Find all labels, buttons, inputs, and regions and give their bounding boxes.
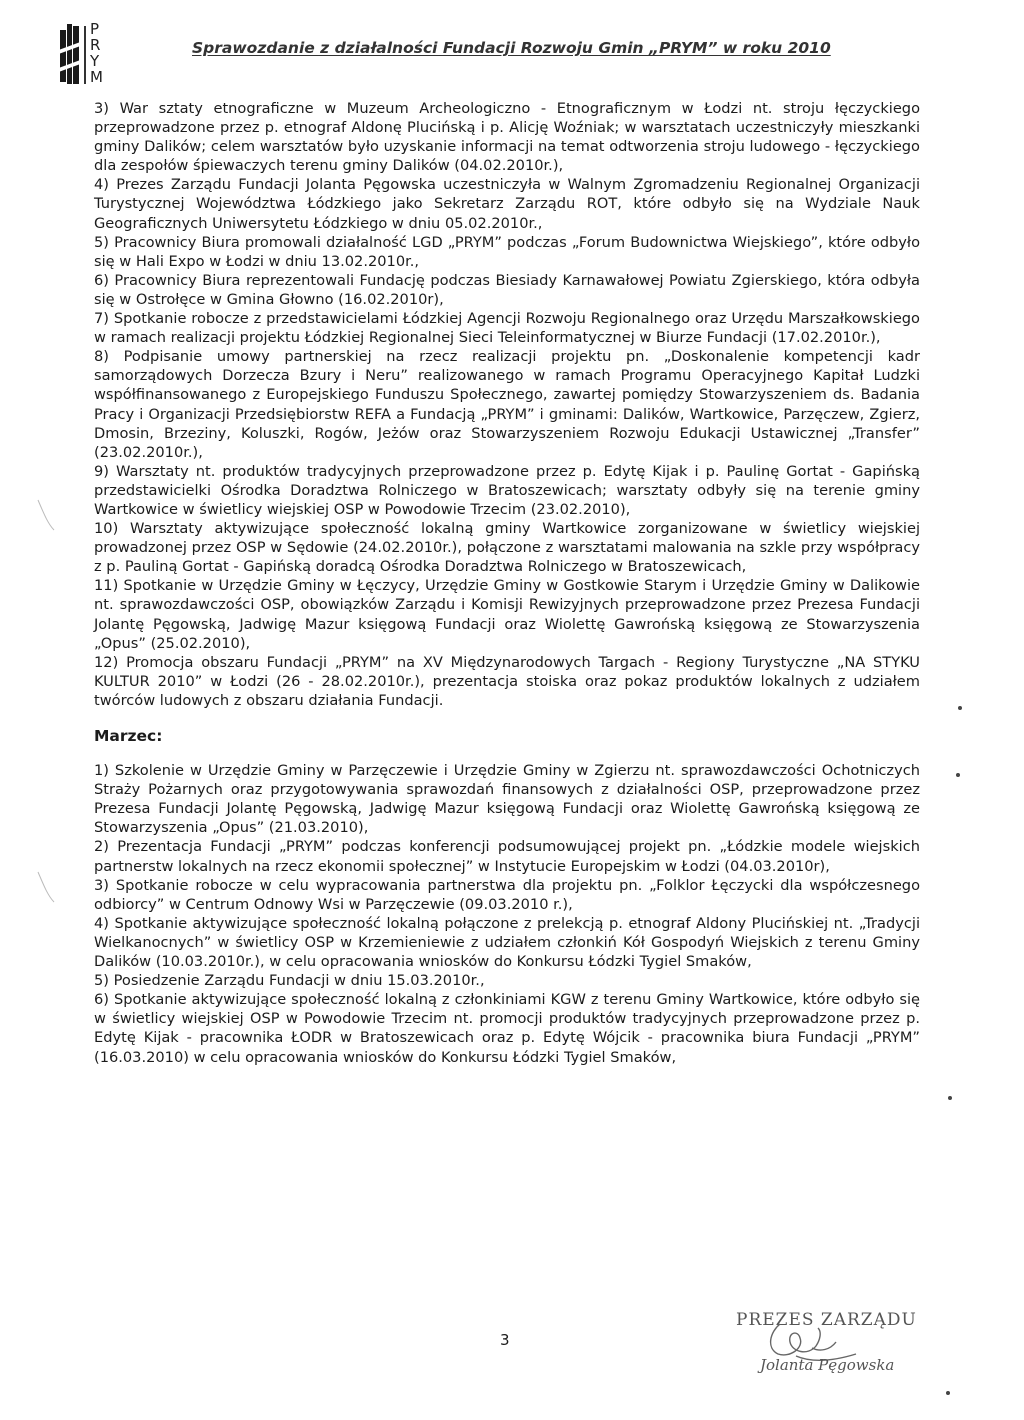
- signature-title: PREZES ZARZĄDU: [736, 1310, 917, 1330]
- logo-letter-m: M: [90, 68, 103, 86]
- prym-logo: [60, 20, 120, 90]
- list-item: 11) Spotkanie w Urzędzie Gminy w Łęczycy, Urzędzie Gminy w Gostkowie Starym i Urzędzie Gminy w Dalikowie nt. sprawozdawczości OSP, obowiązków Zarządu i Komisji Rewizyjnych przeprowadzone przez Prezesa Fundacji Jolantę Pęgowską, Jadwigę Mazur księgową Fundacji oraz Wiolettę Gawrońską księgową ze Stowarzyszenia „Opus” (25.02.2010),: [94, 577, 920, 652]
- list-item: 3) War sztaty etnograficzne w Muzeum Archeologiczno - Etnograficznym w Łodzi nt. stroju łęczyckiego przeprowadzone przez p. etnograf Aldonę Plucińską i p. Alicję Woźniak; w warsztatach uczestniczyły mieszkanki gminy Dalików; celem warsztatów było uzyskanie informacji na temat odtworzenia stroju ludowego - łęczyckiego dla zespołów śpiewaczych terenu gminy Dalików (04.02.2010r.),: [94, 100, 920, 175]
- page-header: Sprawozdanie z działalności Fundacji Rozwoju Gmin „PRYM” w roku 2010: [192, 39, 831, 57]
- list-item: 8) Podpisanie umowy partnerskiej na rzecz realizacji projektu pn. „Doskonalenie kompetencji kadr samorządowych Dorzecza Bzury i Neru” realizowanego w ramach Programu Operacyjnego Kapitał Ludzki współfinansowanego z Europejskiego Funduszu Społecznego, zawartej pomiędzy Stowarzyszeniem ds. Badania Pracy i Organizacji Przedsiębiorstw REFA a Fundacją „PRYM” i gminami: Dalików, Wartkowice, Parzęczew, Zgierz, Dmosin, Brzeziny, Koluszki, Rogów, Jeżów oraz Stowarzyszeniem Rozwoju Edukacji Ustawicznej „Transfer” (23.02.2010r.),: [94, 348, 920, 461]
- month-heading-march: Marzec:: [94, 727, 163, 745]
- list-item: 4) Spotkanie aktywizujące społeczność lokalną połączone z prelekcją p. etnograf Aldony Plucińskiej nt. „Tradycji Wielkanocnych” w świetlicy OSP w Krzemieniewie z udziałem członkiń Kół Gospodyń Wiejskich z terenu Gminy Dalików (10.03.2010r.), w celu opracowania wniosków do Konkursu Łódzki Tygiel Smaków,: [94, 914, 920, 971]
- list-item: 7) Spotkanie robocze z przedstawicielami Łódzkiej Agencji Rozwoju Regionalnego oraz Urzędu Marszałkowskiego w ramach realizacji projektu Łódzkiej Regionalnej Sieci Teleinformatycznej w Biurze Fundacji (17.02.2010r.),: [94, 310, 920, 347]
- list-item: 9) Warsztaty nt. produktów tradycyjnych przeprowadzone przez p. Edytę Kijak i p. Paulinę Gortat - Gapińską przedstawicielki Ośrodka Doradztwa Rolniczego w Bratoszewicach; warsztaty odbyły się na terenie gminy Wartkowice w świetlicy wiejskiej OSP w Powodowie Trzecim (23.02.2010),: [94, 462, 920, 518]
- list-item: 5) Posiedzenie Zarządu Fundacji w dniu 15.03.2010r.,: [94, 972, 485, 990]
- report-body: [94, 99, 920, 1067]
- signature-stamp: [730, 1310, 930, 1390]
- list-item: 6) Spotkanie aktywizujące społeczność lokalną z członkiniami KGW z terenu Gminy Wartkowice, które odbyło się w świetlicy wiejskiej OSP w Powodowie Trzecim nt. promocji produktów tradycyjnych przeprowadzone przez p. Edytę Kijak - pracownika ŁODR w Bratoszewicach oraz p. Edytę Wójcik - pracownika biura Fundacji „PRYM” (16.03.2010) w celu opracowania wniosków do Konkursu Łódzki Tygiel Smaków,: [94, 991, 920, 1066]
- list-item: 10) Warsztaty aktywizujące społeczność lokalną gminy Wartkowice zorganizowane w świetlicy wiejskiej prowadzonej przez OSP w Sędowie (24.02.2010r.), połączone z warsztatami malowania na szkle przy współpracy z p. Pauliną Gortat - Gapińską doradcą Ośrodka Doradztwa Rolniczego w Bratoszewicach,: [94, 520, 920, 576]
- list-item: 4) Prezes Zarządu Fundacji Jolanta Pęgowska uczestniczyła w Walnym Zgromadzeniu Regionalnej Organizacji Turystycznej Województwa Łódzkiego jako Sekretarz Zarządu ROT, które odbyło się na Wydziale Nauk Geograficznych Uniwersytetu Łódzkiego w dniu 05.02.2010r.,: [94, 176, 920, 232]
- logo-letter-p: P: [90, 20, 100, 38]
- list-item: 3) Spotkanie robocze w celu wypracowania partnerstwa dla projektu pn. „Folklor Łęczycki dla współczesnego odbiorcy” w Centrum Odnowy Wsi w Parzęczewie (09.03.2010 r.),: [94, 876, 920, 913]
- logo-letter-r: R: [90, 36, 101, 54]
- scan-speck: [956, 773, 960, 777]
- list-item: 5) Pracownicy Biura promowali działalność LGD „PRYM” podczas „Forum Budownictwa Wiejskiego”, które odbyło się w Hali Expo w Łodzi w dniu 13.02.2010r.,: [94, 233, 920, 270]
- scan-speck: [958, 706, 962, 710]
- scan-speck: [946, 1391, 950, 1395]
- signature-name: Jolanta Pęgowska: [760, 1356, 895, 1374]
- list-item: 2) Prezentacja Fundacji „PRYM” podczas konferencji podsumowującej projekt pn. „Łódzkie modele wiejskich partnerstw lokalnych na rzecz ekonomii społecznej” w Instytucie Europejskim w Łodzi (04.03.2010r),: [94, 838, 920, 875]
- logo-stripes-icon: [60, 24, 80, 86]
- list-item: 6) Pracownicy Biura reprezentowali Fundację podczas Biesiady Karnawałowej Powiatu Zgierskiego, która odbyła się w Ostrołęce w Gmina Głowno (16.02.2010r),: [94, 271, 920, 308]
- punch-hole-mark-icon: [36, 498, 56, 532]
- scan-speck: [948, 1096, 952, 1100]
- page-number: 3: [500, 1331, 510, 1349]
- punch-hole-mark-icon: [36, 870, 56, 904]
- logo-letter-y: Y: [90, 52, 100, 70]
- list-item: 1) Szkolenie w Urzędzie Gminy w Parzęczewie i Urzędzie Gminy w Zgierzu nt. sprawozdawczości Ochotniczych Straży Pożarnych oraz przygotowywania sprawozdań finansowych z działalności OSP, przeprowadzone przez Prezesa Fundacji Jolantę Pęgowską, Jadwigę Mazur księgową Fundacji oraz Wiolettę Gawrońską księgową ze Stowarzyszenia „Opus” (21.03.2010),: [94, 762, 920, 837]
- list-item: 12) Promocja obszaru Fundacji „PRYM” na XV Międzynarodowych Targach - Regiony Turystyczne „NA STYKU KULTUR 2010” w Łodzi (26 - 28.02.2010r.), prezentacja stoiska oraz pokaz produktów lokalnych z udziałem twórców ludowych z obszaru działania Fundacji.: [94, 653, 920, 709]
